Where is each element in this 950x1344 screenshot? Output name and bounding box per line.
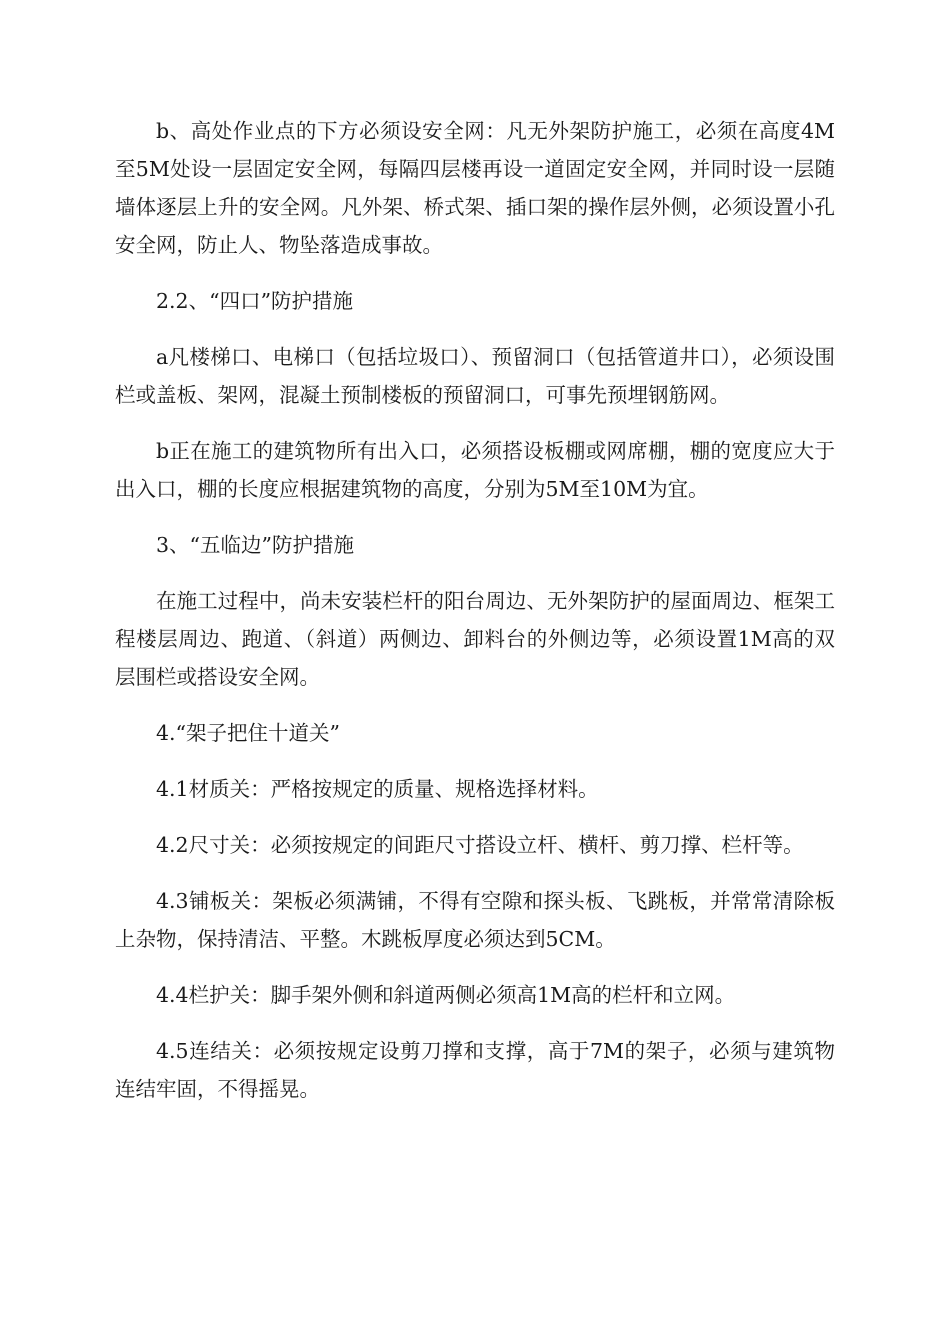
paragraph-boarding-check: 4.3铺板关：架板必须满铺，不得有空隙和探头板、飞跳板，并常常清除板上杂物，保持清洁、平整。木跳板厚度必须达到5CM。	[115, 889, 835, 951]
paragraph-guardrail-check: 4.4栏护关：脚手架外侧和斜道两侧必须高1M高的栏杆和立网。	[156, 983, 736, 1007]
heading-five-edges: 3、“五临边”防护措施	[156, 533, 355, 557]
paragraph-size-check: 4.2尺寸关：必须按规定的间距尺寸搭设立杆、横杆、剪刀撑、栏杆等。	[156, 833, 804, 857]
paragraph-edges: 在施工过程中，尚未安装栏杆的阳台周边、无外架防护的屋面周边、框架工程楼层周边、跑道、（斜道）两侧边、卸料台的外侧边等，必须设置1M高的双层围栏或搭设安全网。	[115, 589, 835, 689]
heading-four-openings: 2.2、“四口”防护措施	[156, 289, 354, 313]
heading-scaffold-checks: 4.“架子把住十道关”	[156, 721, 341, 745]
paragraph-entrances-b: b正在施工的建筑物所有出入口，必须搭设板棚或网席棚，棚的宽度应大于出入口，棚的长度应根据建筑物的高度，分别为5M至10M为宜。	[115, 439, 835, 501]
document-body	[115, 112, 835, 1126]
paragraph-connection-check: 4.5连结关：必须按规定设剪刀撑和支撑，高于7M的架子，必须与建筑物连结牢固，不得摇晃。	[115, 1039, 835, 1101]
paragraph-material-check: 4.1材质关：严格按规定的质量、规格选择材料。	[156, 777, 599, 801]
paragraph-safety-net: b、高处作业点的下方必须设安全网：凡无外架防护施工，必须在高度4M至5M处设一层固定安全网，每隔四层楼再设一道固定安全网，并同时设一层随墙体逐层上升的安全网。凡外架、桥式架、插口架的操作层外侧，必须设置小孔安全网，防止人、物坠落造成事故。	[115, 119, 835, 257]
paragraph-openings-a: a凡楼梯口、电梯口（包括垃圾口）、预留洞口（包括管道井口），必须设围栏或盖板、架网，混凝土预制楼板的预留洞口，可事先预埋钢筋网。	[115, 345, 835, 407]
